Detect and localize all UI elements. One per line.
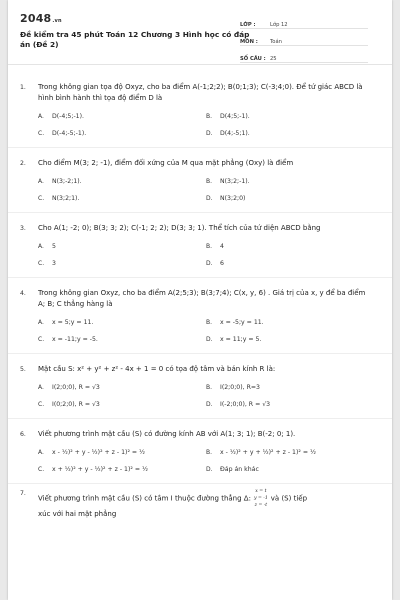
question-head (20, 278, 374, 310)
info-box (240, 14, 368, 65)
question-head (20, 213, 374, 234)
answer-option-a[interactable] (38, 178, 206, 185)
question-text: Viết phương trình mặt cầu (S) có đường kính AB với A(1; 3; 1); B(-2; 0; 1). (38, 430, 296, 438)
equation-line: x = t (255, 489, 267, 494)
option-letter: B. (206, 113, 213, 120)
answer-option-c[interactable] (38, 466, 206, 473)
option-text: D(4;-5;1). (220, 130, 250, 137)
info-value: Toán (270, 39, 282, 45)
option-letter: B. (206, 319, 213, 326)
info-label: MÔN : (240, 39, 258, 45)
option-text: N(3;2;0) (220, 195, 246, 202)
answer-option-c[interactable] (38, 195, 206, 202)
option-text: x - ½)² + y - ½)² + z - 1)² = ½ (52, 449, 146, 456)
logo-suffix: .vn (52, 18, 62, 24)
site-logo[interactable] (20, 12, 62, 25)
option-letter: D. (206, 336, 213, 343)
option-letter: C. (38, 130, 45, 137)
answer-option-d[interactable] (206, 260, 374, 267)
option-letter: C. (38, 195, 45, 202)
option-text: x = -5;y = 11. (220, 319, 264, 326)
answer-options (20, 234, 374, 277)
info-label: LỚP : (240, 22, 256, 28)
option-text: I(2;0;0), R=3 (220, 384, 260, 391)
answer-option-b[interactable] (206, 113, 374, 120)
question-number: 4. (20, 290, 26, 297)
question-list (8, 72, 392, 520)
answer-option-d[interactable] (206, 401, 374, 408)
answer-option-a[interactable] (38, 449, 206, 456)
question-4 (8, 278, 392, 354)
info-row-class (240, 14, 368, 29)
question-number: 6. (20, 431, 26, 438)
document-title: Đề kiểm tra 45 phút Toán 12 Chương 3 Hình học có đáp án (Đề 2) (20, 30, 250, 49)
question-text: Cho A(1; -2; 0); B(3; 3; 2); C(-1; 2; 2); D(3; 3; 1). Thể tích của tứ diện ABCD bằng (38, 224, 321, 232)
question-text-part: xúc với hai mặt phẳng (38, 510, 117, 518)
line-equation (254, 488, 268, 509)
info-row-count (240, 48, 368, 63)
answer-options (20, 169, 374, 212)
question-6 (8, 419, 392, 484)
option-text: 3 (52, 260, 56, 267)
answer-option-d[interactable] (206, 195, 374, 202)
option-text: D(-4;-5;-1). (52, 130, 87, 137)
answer-option-a[interactable] (38, 243, 206, 250)
answer-options (20, 440, 374, 483)
option-letter: C. (38, 336, 45, 343)
answer-option-a[interactable] (38, 113, 206, 120)
option-text: 6 (220, 260, 224, 267)
option-letter: A. (38, 113, 44, 120)
option-letter: B. (206, 243, 213, 250)
question-text: Cho điểm M(3; 2; -1), điểm đối xứng của M qua mặt phẳng (Oxy) là điểm (38, 159, 294, 167)
question-head (20, 354, 374, 375)
question-number: 1. (20, 84, 26, 91)
option-letter: D. (206, 130, 213, 137)
info-row-subject (240, 31, 368, 46)
option-letter: D. (206, 466, 213, 473)
option-text: D(4;5;-1). (220, 113, 250, 120)
question-2 (8, 148, 392, 213)
answer-option-c[interactable] (38, 130, 206, 137)
option-letter: B. (206, 384, 213, 391)
answer-option-b[interactable] (206, 178, 374, 185)
question-number: 3. (20, 225, 26, 232)
answer-options (20, 310, 374, 353)
option-text: I(-2;0;0), R = √3 (220, 401, 271, 408)
question-number: 2. (20, 160, 26, 167)
question-head (20, 484, 374, 520)
answer-options (20, 375, 374, 418)
option-text: D(-4;5;-1). (52, 113, 85, 120)
question-text (38, 488, 374, 520)
answer-option-b[interactable] (206, 449, 374, 456)
answer-option-a[interactable] (38, 384, 206, 391)
answer-option-c[interactable] (38, 260, 206, 267)
answer-option-c[interactable] (38, 336, 206, 343)
option-text: N(3;2;1). (52, 195, 80, 202)
question-3 (8, 213, 392, 278)
question-text: Mặt cầu S: x² + y² + z² - 4x + 1 = 0 có tọa độ tâm và bán kính R là: (38, 365, 276, 373)
option-letter: D. (206, 195, 213, 202)
option-letter: C. (38, 260, 45, 267)
option-text: x = -11;y = -5. (52, 336, 98, 343)
option-text: x + ½)² + y - ½)² + z - 1)² = ½ (52, 466, 148, 473)
equation-line: y = -1 (253, 496, 268, 501)
question-head (20, 419, 374, 440)
info-label: SỐ CÂU : (240, 56, 266, 62)
option-letter: A. (38, 243, 44, 250)
question-text-part: Viết phương trình mặt cầu (S) có tâm I thuộc đường thẳng Δ: (38, 494, 251, 503)
answer-option-a[interactable] (38, 319, 206, 326)
option-letter: A. (38, 319, 44, 326)
option-text: I(0;2;0), R = √3 (52, 401, 100, 408)
option-letter: C. (38, 401, 45, 408)
option-text: x = 5;y = 11. (52, 319, 94, 326)
option-letter: B. (206, 449, 213, 456)
question-number: 7. (20, 490, 26, 497)
equation-line: z = -t (254, 503, 268, 508)
question-text-part: và (S) tiếp (270, 494, 308, 503)
option-text: x = 11;y = 5. (220, 336, 262, 343)
option-text: I(2;0;0), R = √3 (52, 384, 100, 391)
option-text: 5 (52, 243, 56, 250)
option-text: N(3;2;-1). (220, 178, 250, 185)
option-text: Đáp án khác (220, 466, 259, 473)
answer-option-d[interactable] (206, 130, 374, 137)
option-letter: D. (206, 401, 213, 408)
question-text: Trong không gian tọa độ Oxyz, cho ba điểm A(-1;2;2); B(0;1;3); C(-3;4;0). Để tứ giác ABCD là hình bình hành thì tọa độ điểm D là (38, 83, 363, 102)
answer-option-b[interactable] (206, 243, 374, 250)
logo-text: 2048 (20, 12, 52, 25)
question-1 (8, 72, 392, 148)
document-header (8, 0, 392, 65)
option-letter: D. (206, 260, 213, 267)
answer-option-c[interactable] (38, 401, 206, 408)
answer-option-b[interactable] (206, 384, 374, 391)
info-value: Lớp 12 (270, 22, 288, 28)
option-letter: A. (38, 178, 44, 185)
answer-options (20, 104, 374, 147)
option-text: x - ½)² + y + ½)² + z - 1)² = ½ (220, 449, 316, 456)
option-text: N(3;-2;1). (52, 178, 82, 185)
answer-option-d[interactable] (206, 336, 374, 343)
question-7 (8, 484, 392, 520)
info-value: 25 (270, 56, 277, 62)
document-sheet (8, 0, 392, 600)
option-letter: C. (38, 466, 45, 473)
answer-option-b[interactable] (206, 319, 374, 326)
option-letter: A. (38, 384, 44, 391)
question-head (20, 72, 374, 104)
question-5 (8, 354, 392, 419)
option-text: 4 (220, 243, 224, 250)
question-head (20, 148, 374, 169)
answer-option-d[interactable] (206, 466, 374, 473)
question-text: Trong không gian Oxyz, cho ba điểm A(2;5;3); B(3;7;4); C(x, y, 6) . Giá trị của x, y để ba điểm A; B; C thẳng hàng là (38, 289, 366, 308)
option-letter: A. (38, 449, 44, 456)
question-number: 5. (20, 366, 26, 373)
option-letter: B. (206, 178, 213, 185)
